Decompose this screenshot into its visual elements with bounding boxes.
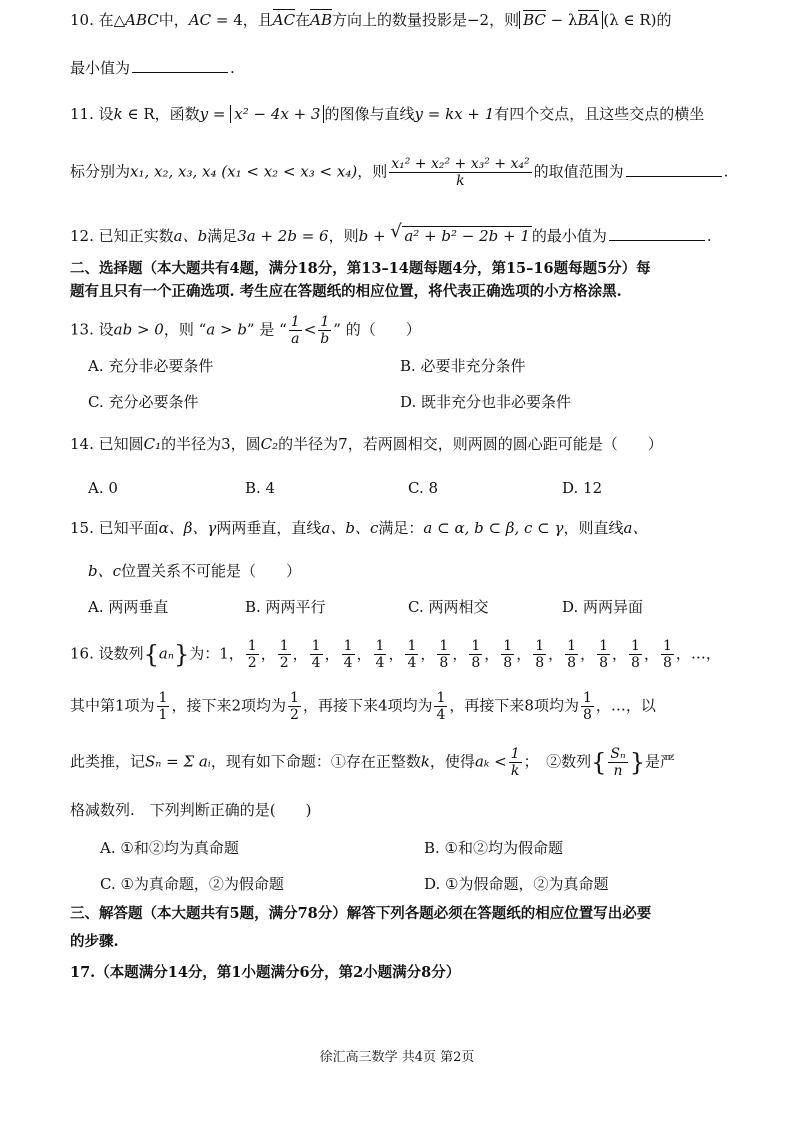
frac-den: 8 bbox=[599, 655, 608, 671]
q11-xs: x₁, x₂, x₃, x₄ (x₁ < x₂ < x₃ < x₄) bbox=[130, 162, 358, 181]
q15-option-d[interactable]: D. 两两异面 bbox=[562, 598, 644, 616]
q12-radicand: a² + b² − 2b + 1 bbox=[404, 227, 530, 245]
q16-seq-term bbox=[437, 638, 450, 671]
frac-den: 4 bbox=[407, 655, 417, 671]
q16-seq-term bbox=[565, 638, 578, 671]
q11-answer-blank[interactable] bbox=[626, 162, 722, 177]
q15-option-b[interactable]: B. 两两平行 bbox=[245, 598, 326, 616]
q13-frac-1b bbox=[318, 314, 331, 347]
frac-num: 1 bbox=[535, 638, 545, 654]
q15-lines: a、b、c bbox=[321, 519, 379, 537]
q16-l2d: ，再接下来8项均为 bbox=[449, 696, 579, 715]
q12-eq: 3a + 2b = 6 bbox=[237, 227, 329, 245]
q10-eq: = 4，且 bbox=[211, 11, 273, 29]
question-15-line-2 bbox=[88, 561, 301, 581]
q13-tail: ” 的（ ） bbox=[333, 320, 421, 339]
frac-den: 4 bbox=[375, 655, 385, 671]
q11-line-eq: y = kx + 1 bbox=[414, 105, 495, 123]
frac-num: 1 bbox=[318, 314, 331, 331]
frac-den: 8 bbox=[503, 655, 513, 671]
q10-ac: AC bbox=[188, 11, 212, 29]
q10-vector-ba: BA bbox=[577, 11, 600, 29]
q16-l2a: 其中第1项为 bbox=[70, 696, 155, 715]
question-12 bbox=[70, 221, 712, 246]
q13-a-gt-b: a > b bbox=[206, 320, 247, 339]
q16-seq-term bbox=[661, 638, 674, 671]
frac-num: 1 bbox=[343, 638, 353, 654]
q14-c2: C₂ bbox=[260, 435, 279, 453]
frac-den: 4 bbox=[343, 655, 353, 671]
page-footer: 徐汇高三数学 共4页 第2页 bbox=[319, 1050, 475, 1065]
frac-den: 8 bbox=[535, 655, 545, 671]
q14-mid1: 的半径为3，圆 bbox=[161, 435, 261, 453]
q16-seq-term bbox=[501, 638, 514, 671]
q10-minus-lambda: − λ bbox=[545, 11, 578, 29]
q16-option-d[interactable]: D. ①为假命题，②为真命题 bbox=[424, 875, 609, 893]
q15-planes: α、β、γ bbox=[158, 519, 217, 537]
q11-mid: 的图像与直线 bbox=[324, 105, 415, 123]
frac-den: 8 bbox=[662, 655, 672, 671]
q13-option-d[interactable]: D. 既非充分也非必要条件 bbox=[400, 393, 572, 411]
q11-func-y: y bbox=[199, 105, 209, 123]
frac-den: 8 bbox=[631, 655, 640, 671]
q10-vector-ab: AB bbox=[310, 11, 332, 29]
frac-den: n bbox=[613, 763, 623, 779]
q12-lead: 12. 已知正实数 bbox=[70, 227, 174, 245]
q13-frac-1a bbox=[289, 314, 302, 347]
q12-end: . bbox=[706, 227, 712, 245]
q15-a: a、 bbox=[623, 519, 648, 537]
frac-den: a bbox=[291, 331, 300, 347]
q11-inR: ∈ R，函数 bbox=[122, 105, 200, 123]
q14-mid2: 的半径为7，若两圆相交，则两圆的圆心距可能是（ ） bbox=[278, 435, 663, 453]
q16-is: 为：1， bbox=[189, 644, 244, 663]
q14-lead: 14. 已知圆 bbox=[70, 435, 144, 453]
frac-den: 1 bbox=[158, 707, 168, 723]
q15-cond: 满足： bbox=[378, 519, 424, 537]
q16-l3c: ，使得 bbox=[429, 752, 475, 771]
q16-l3e: 是严 bbox=[644, 752, 675, 771]
q16-f1 bbox=[157, 690, 170, 723]
q16-seq-term bbox=[246, 638, 259, 671]
q13-is: ” 是 “ bbox=[246, 320, 287, 339]
frac-den: 8 bbox=[582, 707, 592, 723]
question-10-line-2 bbox=[70, 58, 235, 78]
question-15-line-1 bbox=[70, 518, 647, 538]
q10-vector-ac: AC bbox=[272, 11, 296, 29]
q12-tail: 的最小值为 bbox=[531, 227, 607, 245]
question-14 bbox=[70, 434, 663, 454]
q16-sequence: $\frac{1}{2}$ ， $\frac{1}{2}$ ， $\frac{1}{4}$ ， $\frac{1}{4}$ ， $\frac{1}{4}$ ， $\frac{1}{4}$ ， $\frac{1}{8}$ ， $\frac{1}{8}$ ， $\frac{1}{8}$ ， $\frac{1}{8}$ ， $\frac{1}{8}$ ， $\frac{1}{8}$ ， $\frac{1}{8}$ ， $\frac{1}{8}$ bbox=[247, 638, 672, 671]
q14-c1: C₁ bbox=[143, 435, 162, 453]
frac-num: 1 bbox=[247, 638, 257, 654]
q16-an: aₙ bbox=[158, 644, 174, 663]
frac-den: 4 bbox=[436, 707, 446, 723]
q11-func-eq: = bbox=[208, 105, 231, 123]
q16-seq-term bbox=[374, 638, 387, 671]
question-17: 17.（本题满分14分，第1小题满分6分，第2小题满分8分） bbox=[70, 964, 461, 981]
q16-f2 bbox=[288, 690, 301, 723]
frac-num: 1 bbox=[311, 638, 321, 654]
q16-sum: Sₙ = Σ aᵢ bbox=[145, 752, 211, 771]
q14-option-a[interactable]: A. 0 bbox=[88, 479, 118, 497]
q16-option-c[interactable]: C. ①为真命题，②为假命题 bbox=[100, 875, 284, 893]
q13-option-a[interactable]: A. 充分非必要条件 bbox=[88, 357, 214, 375]
q11-then: ，则 bbox=[357, 162, 388, 181]
section-3-heading-1: 三、解答题（本大题共有5题，满分78分）解答下列各题必须在答题纸的相应位置写出必要 bbox=[70, 905, 652, 922]
frac-den: b bbox=[320, 331, 330, 347]
frac-num: 1 bbox=[510, 746, 520, 762]
q16-option-b[interactable]: B. ①和②均为假命题 bbox=[424, 839, 564, 857]
q11-lead: 11. 设 bbox=[70, 105, 114, 123]
section-3-heading-2: 的步骤. bbox=[70, 933, 119, 950]
q16-seq-term bbox=[597, 638, 610, 671]
q15-option-c[interactable]: C. 两两相交 bbox=[408, 598, 489, 616]
q16-l3b: ，现有如下命题：①存在正整数 bbox=[210, 752, 421, 771]
section-2-heading-1: 二、选择题（本大题共有4题，满分18分，第13–14题每题4分，第15–16题每题5分）每 bbox=[70, 260, 651, 277]
sqrt-icon: √ bbox=[390, 221, 402, 242]
q12-answer-blank[interactable] bbox=[609, 226, 705, 241]
frac-num: 1 bbox=[582, 690, 592, 706]
q15-tail: ，则直线 bbox=[563, 519, 624, 537]
q11-k: k bbox=[113, 105, 123, 123]
q16-k: k bbox=[420, 752, 430, 771]
question-11-line-2 bbox=[70, 156, 728, 189]
q15-line2: 位置关系不可能是（ ） bbox=[121, 562, 302, 580]
q10-text: 中， bbox=[158, 11, 189, 29]
q16-lead: 16. 设数列 bbox=[70, 644, 144, 663]
q11-func-abs: x² − 4x + 3 bbox=[230, 105, 324, 123]
frac-num: 1 bbox=[599, 638, 608, 654]
q16-l2e: ，…，以 bbox=[595, 696, 656, 715]
question-11-line-1 bbox=[70, 104, 704, 124]
q13-lt: < bbox=[303, 320, 317, 339]
q16-seq-term bbox=[278, 638, 291, 671]
q10-end: . bbox=[230, 59, 235, 77]
frac-num: 1 bbox=[503, 638, 513, 654]
q10-lambda-domain: (λ ∈ R)的 bbox=[603, 11, 672, 29]
q11-end: . bbox=[723, 162, 729, 181]
q16-snn bbox=[608, 746, 627, 779]
section-2-heading-2: 题有且只有一个正确选项. 考生应在答题纸的相应位置，将代表正确选项的小方格涂黑. bbox=[70, 283, 622, 300]
question-16-line-1: 16. 设数列{aₙ}为：1， $\frac{1}{2}$ ， $\frac{1}{2}$ ， $\frac{1}{4}$ ， $\frac{1}{4}$ ， $\frac{1}{4}$ ， $\frac{1}{4}$ ， $\frac{1}{8}$ ， $\frac{1}{8}$ ， $\frac{1}{8}$ ， $\frac{1}{8}$ ， $\frac{1}{8}$ ， $\frac{1}{8}$ ， $\frac{1}{8}$ ， $\frac{1}{8}$ ，…， bbox=[70, 638, 721, 671]
q16-seq-term bbox=[469, 638, 482, 671]
q13-option-b[interactable]: B. 必要非充分条件 bbox=[400, 357, 526, 375]
q15-relations: a ⊂ α, b ⊂ β, c ⊂ γ bbox=[423, 519, 564, 537]
q10-in: 在 bbox=[295, 11, 311, 29]
frac-den: 4 bbox=[311, 655, 321, 671]
q15-lead: 15. 已知平面 bbox=[70, 519, 159, 537]
q12-expr-b: b + bbox=[358, 227, 391, 245]
q14-option-b[interactable]: B. 4 bbox=[245, 479, 276, 497]
q13-option-c[interactable]: C. 充分必要条件 bbox=[88, 393, 199, 411]
q16-seq-term bbox=[629, 638, 642, 671]
q10-triangle: ABC bbox=[125, 11, 159, 29]
frac-num: 1 bbox=[471, 638, 481, 654]
q15-option-a[interactable]: A. 两两垂直 bbox=[88, 598, 169, 616]
q16-seq-term bbox=[310, 638, 323, 671]
q12-sqrt bbox=[390, 221, 532, 246]
frac-den: 2 bbox=[279, 655, 289, 671]
q11-frac-numerator: x₁² + x₂² + x₃² + x₄² bbox=[391, 156, 530, 172]
q12-then: ，则 bbox=[328, 227, 359, 245]
frac-num: 1 bbox=[290, 690, 299, 706]
frac-num: 1 bbox=[439, 638, 449, 654]
frac-den: 8 bbox=[471, 655, 481, 671]
question-16-line-3: 此类推，记Sₙ = Σ aᵢ，现有如下命题：①存在正整数k，使得aₖ < $\frac{1}{k}$ ； ②数列{ $\frac{\text{Sₙ}}{n}$ }是严 bbox=[70, 746, 675, 779]
q10-answer-blank[interactable] bbox=[132, 58, 228, 73]
q13-cond: ab > 0 bbox=[113, 320, 164, 339]
q16-l2c: ，再接下来4项均为 bbox=[302, 696, 433, 715]
q16-l2b: ，接下来2项均为 bbox=[171, 696, 287, 715]
q16-l3d: ； ②数列 bbox=[523, 752, 592, 771]
q16-seq-term bbox=[533, 638, 546, 671]
q16-seq-term bbox=[405, 638, 418, 671]
frac-num: 1 bbox=[662, 638, 672, 654]
frac-num: 1 bbox=[436, 690, 446, 706]
frac-num: 1 bbox=[158, 690, 168, 706]
frac-num: 1 bbox=[279, 638, 289, 654]
q15-mid: 两两垂直，直线 bbox=[216, 519, 322, 537]
frac-den: 8 bbox=[567, 655, 577, 671]
q11-line2-lead: 标分别为 bbox=[70, 162, 131, 181]
q10-lead: 10. 在△ bbox=[70, 11, 126, 29]
question-13 bbox=[70, 314, 421, 347]
q14-option-c[interactable]: C. 8 bbox=[408, 479, 439, 497]
q16-l3a: 此类推，记 bbox=[70, 752, 146, 771]
q12-ab: a、b bbox=[173, 227, 208, 245]
q14-option-d[interactable]: D. 12 bbox=[562, 479, 603, 497]
frac-num: 1 bbox=[407, 638, 417, 654]
q11-tail: 有四个交点，且这些交点的横坐 bbox=[494, 105, 705, 123]
q10-answer-prompt: 最小值为 bbox=[70, 59, 131, 77]
q16-fk bbox=[509, 746, 522, 779]
frac-num: Sₙ bbox=[610, 746, 626, 762]
q11-fraction bbox=[389, 156, 531, 189]
frac-den: k bbox=[510, 763, 520, 779]
question-10-line-1 bbox=[70, 10, 672, 30]
frac-den: 8 bbox=[439, 655, 449, 671]
q10-vector-bc: BC bbox=[523, 11, 546, 29]
q10-abs-expression bbox=[519, 11, 603, 29]
question-16-line-4: 格减数列. 下列判断正确的是( ) bbox=[70, 801, 312, 819]
q13-mid: ，则 “ bbox=[163, 320, 207, 339]
frac-den: 2 bbox=[247, 655, 257, 671]
question-16-line-2 bbox=[70, 690, 656, 723]
q11-frac-denominator: k bbox=[456, 173, 465, 189]
q12-cond: 满足 bbox=[207, 227, 238, 245]
q16-f3 bbox=[434, 690, 447, 723]
frac-den: 2 bbox=[290, 707, 299, 723]
frac-num: 1 bbox=[290, 314, 300, 330]
q16-f4 bbox=[581, 690, 594, 723]
frac-num: 1 bbox=[567, 638, 577, 654]
q16-ellipsis: ，…， bbox=[675, 644, 721, 663]
q13-lead: 13. 设 bbox=[70, 320, 114, 339]
q15-bc: b、c bbox=[88, 562, 122, 580]
frac-num: 1 bbox=[631, 638, 640, 654]
q11-range-prompt: 的取值范围为 bbox=[533, 162, 624, 181]
frac-num: 1 bbox=[375, 638, 385, 654]
q16-seq-term bbox=[342, 638, 355, 671]
q16-ak: aₖ < bbox=[474, 752, 507, 771]
q16-option-a[interactable]: A. ①和②均为真命题 bbox=[100, 839, 239, 857]
q10-projection-text: 方向上的数量投影是−2，则 bbox=[331, 11, 520, 29]
